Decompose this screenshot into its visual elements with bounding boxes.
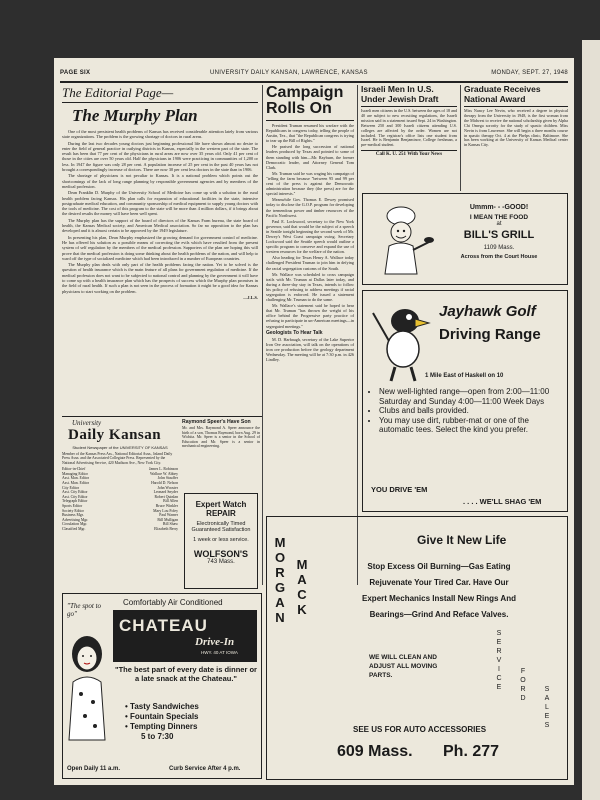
staff-name: Mary Lou Foley bbox=[153, 508, 178, 513]
staff-role: Asst. Man. Editor bbox=[62, 476, 89, 481]
staff-name: Robert Quinlan bbox=[154, 494, 178, 499]
staff-row bbox=[62, 527, 178, 532]
vertical-letter: L bbox=[545, 704, 549, 711]
vertical-letter: R bbox=[520, 686, 526, 693]
chateau-logo-panel bbox=[113, 610, 257, 662]
morgan-line: Expert Mechanics Install New Rings And bbox=[362, 594, 516, 603]
speer-text: Mr. and Mrs. Raymond A. Speer announce the birth of a son, Thomas Raymond, born Aug. 29 in Wichita. Mr. Speer is a senior in the School of Education and Mr. Speer is a senior in mechanical engineering. bbox=[182, 426, 260, 449]
staff-role: Asst. City Editor bbox=[62, 494, 88, 499]
campaign-headline-1: Campaign bbox=[266, 84, 344, 101]
bills-line1: Ummm- - -GOOD! bbox=[469, 204, 529, 211]
wolfsons-ad bbox=[184, 493, 258, 589]
watch-ad-line5: 1 week or less service. bbox=[193, 537, 249, 543]
chateau-item: • Fountain Specials bbox=[125, 712, 199, 721]
campaign-paragraph: Meanwhile Gov. Thomas E. Dewey promised today to disclose the G.O.P. program for developing the tremendous power and timber resources of the Pacific Northwest. bbox=[266, 197, 354, 218]
staff-name: Leonard Snyder bbox=[153, 490, 178, 495]
vertical-ford bbox=[517, 667, 529, 703]
editorial-signature: —J.L.S. bbox=[243, 294, 258, 300]
campaign-paragraph: Mr. Wallace's statement said he hoped to hear that Mr. Truman "has thrown the weight of his office behind the Progressive party practice of refusing to participate in un-American meetings—in segregated meetings." bbox=[266, 303, 354, 329]
column-rule bbox=[460, 85, 461, 191]
vertical-letter: O bbox=[520, 677, 526, 684]
graduate-text: Miss Nancy Lee Nevin, who received a degree in physical therapy from the University in 1948, is the first woman from the Midwest to receive the national scholarship given by Alpha Chi Omega sorority for the study of spastic children. Miss Nevin is from Lawrence. She will begin a three months course in spastic therapy Oct. 4 at the Phelps clinic, Baltimore. She has been working at the University of Kansas Medical center in Kansas City. bbox=[464, 108, 568, 148]
vertical-letter: F bbox=[520, 668, 526, 675]
golf-title-block bbox=[439, 303, 565, 343]
editorial-paragraph: The Murphy plan has the support of the board of directors of the Kansas Farm bureau, the state board of health, the Kansas Medical society, and American Medical association. So far no opposition to the plan has developed and it is almost certain to be approved by the 1949 legislature. bbox=[62, 217, 258, 234]
vertical-letter: C bbox=[496, 675, 502, 682]
vertical-letter: N bbox=[275, 610, 285, 625]
jayhawk-golf-ad bbox=[362, 290, 568, 512]
chef-illustration-icon bbox=[371, 202, 435, 280]
staff-role: Business Mgr. bbox=[62, 513, 84, 518]
staff-role: City Editor bbox=[62, 485, 79, 490]
campaign-body bbox=[266, 123, 354, 362]
vertical-letter: R bbox=[496, 648, 502, 655]
vertical-letter: S bbox=[496, 630, 502, 637]
golf-bullet: • You may use dirt, rubber-mat or one of the automatic tees. Select the kind you prefer. bbox=[379, 416, 565, 435]
campaign-paragraph: Also heading for Texas Henry A. Wallace today challenged President Truman to join him in defying the racial segregation customs of the South. bbox=[266, 255, 354, 271]
newspaper-page bbox=[54, 58, 574, 785]
editorial-body bbox=[62, 129, 258, 300]
vertical-letter: A bbox=[297, 572, 307, 587]
vertical-letter: R bbox=[275, 565, 285, 580]
israeli-headline: Israeli Men In U.S. Under Jewish Draft bbox=[361, 84, 439, 104]
vertical-letter: E bbox=[544, 713, 550, 720]
vertical-letter: G bbox=[274, 580, 286, 595]
chateau-name: CHATEAU bbox=[119, 616, 208, 635]
editorial-headline: The Murphy Plan bbox=[72, 106, 198, 125]
vertical-sales bbox=[541, 685, 553, 730]
staff-name: Paul Warner bbox=[159, 513, 178, 518]
editorial-paragraph: One of the most persistent health problems of Kansas has received considerable attention lately from various state organizations. The problem is the growing shortage of doctors in rural areas. bbox=[62, 129, 258, 140]
editorial-paragraph: The shortage of physicians is not peculiar to Kansas. It is a national problem which points out the shortcomings of the lack of long range planning by responsible government agencies and by members of the medical profession. bbox=[62, 173, 258, 189]
morgan-line: Stop Excess Oil Burning—Gas Eating bbox=[367, 562, 511, 571]
vertical-mack bbox=[293, 557, 311, 617]
bills-name: BILL'S GRILL bbox=[463, 229, 535, 241]
israeli-text: Israeli men citizens in the U.S. between the ages of 18 and 40 are subject to new recruiting regulations, the Israeli mission said in a statement issued Sept. 24 in Washington. Between 250 and 300 Israeli citizens attending U.S. colleges are affected by the order. Women are not included. The registrar's office lists one student from Israel. He is Benjamin Benjaminov, College freshman, a pre-medical student. bbox=[361, 108, 457, 148]
campaign-headline-rule bbox=[266, 120, 354, 121]
masthead-title: Daily Kansan bbox=[68, 427, 162, 443]
chateau-quote: "The best part of every date is dinner or a late snack at the Chateau." bbox=[115, 665, 257, 683]
news-phone-footer: Call K. U. 251 With Your News bbox=[375, 152, 443, 158]
campaign-headline-2: Rolls On bbox=[266, 100, 332, 117]
vertical-letter: A bbox=[544, 695, 550, 702]
staff-name: Bill Mulligan bbox=[157, 517, 178, 522]
golf-title-2: Driving Range bbox=[439, 326, 541, 343]
vertical-letter: C bbox=[297, 587, 307, 602]
paper-name: UNIVERSITY DAILY KANSAN, LAWRENCE, KANSAS bbox=[210, 70, 368, 76]
israeli-article bbox=[361, 85, 457, 157]
masthead-subtitle: Student Newspaper of the UNIVERSITY OF KANSAS bbox=[72, 445, 168, 450]
golf-bullets bbox=[371, 387, 565, 435]
staff-name: Elizabeth Berry bbox=[154, 526, 178, 531]
vertical-service bbox=[493, 629, 505, 692]
speer-headline: Raymond Speer's Have Son bbox=[182, 419, 251, 425]
staff-role: Advertising Mgr. bbox=[62, 517, 89, 522]
bills-address: 1109 Mass. bbox=[483, 245, 515, 251]
column-rule bbox=[262, 85, 263, 585]
editorial-paragraph: In presenting his plan, Dean Murphy emphasized the growing demand for government control of medicine. He has offered his solution as a possible means of correcting the evils which have resulted from the present system of self regulation by the members of the medical profession. Supporters of the plan are hoping this will prove that the medical profession is doing some thinking about the health problems of the nation, and will help to ward off the type of socialized medicine which had been introduced in a number of European countries. bbox=[62, 234, 258, 261]
staff-name: Wallace W. Abbey bbox=[149, 471, 178, 476]
israeli-footer-rule bbox=[361, 150, 457, 151]
bills-line3: at bbox=[496, 221, 502, 227]
section-title-rule bbox=[62, 102, 258, 103]
editorial-section bbox=[62, 85, 258, 300]
vertical-letter: M bbox=[296, 557, 308, 572]
golf-title-1: Jayhawk Golf bbox=[439, 303, 536, 320]
campaign-paragraph: President Truman resumed his warfare with the Republicans in congress today, telling the people of Austin, Tex., that "the Republican congress is trying to tear up the Bill of Rights." bbox=[266, 123, 354, 144]
masthead-blurb: Member of the Kansas Press Ass., National Editorial Assn., Inland Daily Press Assn. and the Associated Collegiate Press. Represented by the National Advertising Service, 420 Madison Ave., New York City. bbox=[62, 452, 173, 465]
page-number: PAGE SIX bbox=[60, 70, 91, 76]
staff-role: Classified Mgr. bbox=[62, 526, 86, 531]
staff-role: Society Editor bbox=[62, 508, 84, 513]
watch-ad-address: 743 Mass. bbox=[207, 559, 235, 565]
campaign-paragraph: Mr. Truman said he was waging his campaign of "telling the farm because "between 95 and 99 per cent of the press is against the Democratic administration because they (the press) are for the special interests." bbox=[266, 170, 354, 197]
staff-name: James L. Robinson bbox=[148, 467, 178, 472]
issue-date: MONDAY, SEPT. 27, 1948 bbox=[491, 70, 568, 76]
chateau-times: 5 to 7:30 bbox=[141, 732, 174, 741]
vertical-letter: S bbox=[544, 722, 550, 729]
golf-location: 1 Mile East of Haskell on 10 bbox=[425, 373, 504, 379]
masthead-top-rule bbox=[62, 416, 262, 417]
speer-notice bbox=[182, 419, 260, 449]
vertical-letter: S bbox=[544, 686, 550, 693]
section-title: The Editorial Page— bbox=[62, 85, 174, 100]
staff-name: John Wooster bbox=[157, 485, 178, 490]
staff-role: Telegraph Editor bbox=[62, 499, 88, 504]
golf-bullet: • Clubs and balls provided. bbox=[379, 406, 565, 416]
page-header bbox=[60, 70, 568, 80]
geologists-headline: Geologists To Hear Talk bbox=[266, 329, 323, 336]
geologists-text: M. D. Harbaugh, secretary of the Lake Superior Iron Ore association, will talk on the operations of iron ore production before the geology department Wednesday. The meeting will be at 7:30 p.m. in 426 Lindley. bbox=[266, 336, 354, 363]
chateau-spot: "The spot to go" bbox=[67, 602, 102, 618]
chateau-items bbox=[125, 702, 199, 742]
masthead bbox=[62, 419, 178, 532]
golf-bullet: • New well-lighted range—open from 2:00—11:00 Saturday and Sunday 4:00—11:00 Week Days bbox=[379, 387, 565, 406]
watch-ad-name: WOLFSON'S bbox=[193, 549, 249, 559]
vertical-letter: K bbox=[297, 602, 307, 617]
staff-role: Circulation Mgr. bbox=[62, 522, 88, 527]
bills-line2: I MEAN THE FOOD bbox=[469, 214, 529, 221]
israeli-headline-rule bbox=[361, 106, 457, 107]
morgan-see: SEE US FOR AUTO ACCESSORIES bbox=[353, 725, 487, 734]
chateau-curb: Curb Service After 4 p.m. bbox=[169, 766, 241, 772]
vertical-letter: I bbox=[498, 666, 500, 673]
adjacent-page-edge bbox=[582, 40, 600, 800]
staff-list bbox=[62, 467, 178, 531]
campaign-paragraph: Paul E. Lockwood, secretary to the New York governor, said that would be the subject of a speech in Seattle tonight beginning the second week of Mr. Dewey's West Coast campaign swing. Secretary Lockwood said the Seattle speech would outline a specific program to conserve and expand the use of western resources for the welfare of the nation. bbox=[266, 218, 354, 255]
staff-name: Bill Shaw bbox=[162, 522, 178, 527]
vertical-letter: M bbox=[274, 535, 286, 550]
graduate-headline-rule bbox=[464, 106, 568, 107]
editorial-paragraph: The Murphy plan deals with only part of the health problems facing the nation. Yet to be solved is the question of health insurance which is the main feature of all plans for government regulation of medicine. If the medical profession does not want to be subjected to national control and planning by the government it will have to come up with a health insurance plan which has the prospects of success which the Murphy plan promises in the field of rural health. If such a plan is not seen in the process of formation it might be a good idea for Kansas physicians to start working on the problem. bbox=[62, 262, 258, 294]
staff-name: Bill Allen bbox=[163, 499, 178, 504]
graduate-article bbox=[464, 85, 568, 148]
staff-role: Asst. Man. Editor bbox=[62, 481, 89, 485]
watch-ad-line1: Expert Watch bbox=[195, 500, 247, 509]
vertical-letter: E bbox=[496, 684, 502, 691]
chateau-item: • Tempting Dinners bbox=[125, 722, 198, 731]
vertical-letter: V bbox=[496, 657, 502, 664]
vertical-letter: O bbox=[274, 550, 286, 565]
chateau-top: Comfortably Air Conditioned bbox=[123, 598, 223, 607]
staff-role: Sports Editor bbox=[62, 503, 83, 508]
morgan-address: 609 Mass. bbox=[337, 743, 413, 760]
staff-role: Editor-in-Chief bbox=[62, 467, 86, 472]
campaign-paragraph: Mr. Wallace was scheduled to cross campaign trails with Mr. Truman at Dallas later today, and during a three-day stay in Texas, intends to follow his policy of refusing to address meetings if racial segregation is enforced. He issued a statement challenging Mr. Truman to do the same. bbox=[266, 271, 354, 303]
chateau-hwy: HWY. 40 AT IOWA bbox=[201, 650, 238, 655]
chateau-ad bbox=[62, 593, 262, 779]
watch-ad-line4: Guaranteed Satisfaction bbox=[191, 527, 251, 533]
morgan-line: Bearings—Grind And Reface Valves. bbox=[369, 610, 509, 619]
chateau-drivein: Drive-In bbox=[195, 636, 235, 648]
editorial-paragraph: Dean Franklin D. Murphy of the University School of Medicine has come up with a solution to the rural health problem facing Kansas. His plan calls for expansion of educational facilities in the state, intensive postgraduate medical education, and community sponsorship of medical equipment to supply young doctors with the tools of medicine. The cost of this program to the state will be more than 4 million dollars, if it brings about the desired results the money will have been well spent. bbox=[62, 190, 258, 217]
morgan-line: Rejuvenate Your Tired Car. Have Our bbox=[369, 578, 509, 587]
campaign-article bbox=[266, 85, 354, 363]
woman-illustration-icon bbox=[67, 632, 109, 742]
campaign-paragraph: He praised the long succession of national leaders produced by Texas and pointed to some of them standing with him—Mr. Rayburn, the former Democratic leader, and Attorney General Tom Clark. bbox=[266, 144, 354, 170]
staff-name: John Stauffer bbox=[157, 476, 178, 481]
watch-ad-line3: Electronically Timed bbox=[196, 521, 246, 527]
bills-line4: Across from the Court House bbox=[460, 254, 538, 260]
masthead-small: University bbox=[72, 419, 102, 427]
chateau-open: Open Daily 11 a.m. bbox=[67, 766, 121, 772]
bills-grill-ad bbox=[362, 193, 568, 285]
vertical-morgan bbox=[271, 535, 289, 625]
graduate-headline: Graduate Receives National Award bbox=[464, 84, 541, 104]
staff-name: Bruce Winkler bbox=[155, 503, 178, 508]
staff-name: Harold D. Nelson bbox=[151, 481, 178, 485]
vertical-letter: D bbox=[520, 695, 526, 702]
morgan-mack-ad bbox=[266, 516, 568, 780]
golf-drive: YOU DRIVE 'EM bbox=[371, 485, 428, 494]
bills-text bbox=[435, 204, 563, 260]
editorial-paragraph: During the last two decades young doctors just beginning professional life have shown almost no desire to enter the field of general practice in outlying districts in Kansas, especially in the western part of the state. The result has been that 77 per cent of the physicians in rural areas are now over 35 years old. Only 41 per cent of those in the cities are over 50 years old. Half the physicians in 1906 were practicing in communities of 1,200 or less. In 1947 the figure was only 28 per cent. A population increase of 25 per cent in the past 40 years has not brought a correspondingly increase of doctors. There are now 30 per cent less doctors in the state than in 1906. bbox=[62, 140, 258, 173]
morgan-clean: WE WILL CLEAN AND ADJUST ALL MOVING PARTS. bbox=[369, 654, 438, 679]
morgan-headline: Give It New Life bbox=[417, 533, 507, 547]
morgan-lines bbox=[315, 559, 563, 623]
staff-role: Managing Editor bbox=[62, 471, 88, 476]
watch-ad-line2: REPAIR bbox=[206, 509, 236, 518]
morgan-phone: Ph. 277 bbox=[443, 743, 500, 760]
staff-role: Asst. City Editor bbox=[62, 490, 88, 495]
vertical-letter: A bbox=[275, 595, 285, 610]
golf-shag: . . . . WE'LL SHAG 'EM bbox=[463, 497, 542, 506]
vertical-letter: E bbox=[496, 639, 502, 646]
column-rule bbox=[357, 85, 358, 585]
header-rule bbox=[60, 81, 568, 83]
chateau-item: • Tasty Sandwiches bbox=[125, 702, 199, 711]
